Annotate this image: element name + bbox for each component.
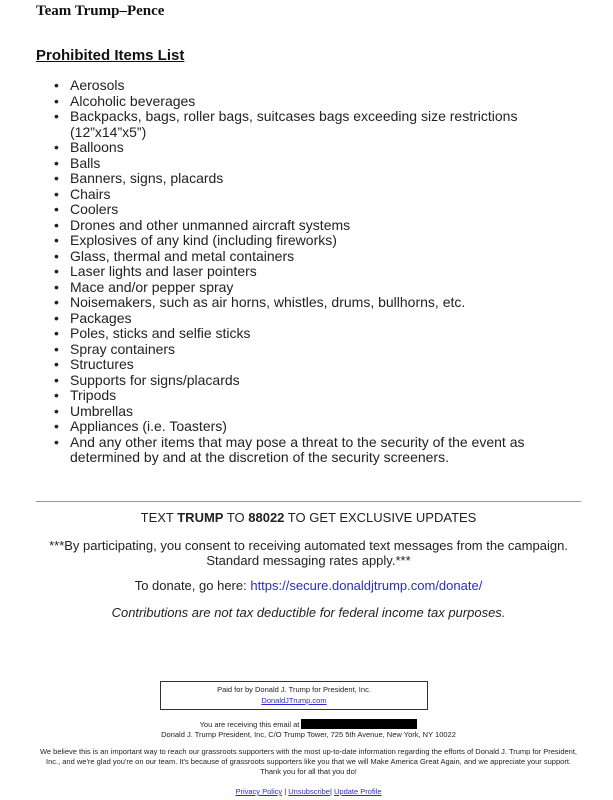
mailing-address: Donald J. Trump President, Inc, C/O Trump Tower, 725 5th Avenue, New York, NY 10022 bbox=[161, 730, 456, 739]
list-item: • Poles, sticks and selfie sticks bbox=[70, 326, 560, 342]
list-item: • Balloons bbox=[70, 140, 560, 156]
list-item: • Spray containers bbox=[70, 342, 560, 358]
cta-suffix: TO GET EXCLUSIVE UPDATES bbox=[284, 510, 477, 525]
list-item: • Umbrellas bbox=[70, 404, 560, 420]
section-divider bbox=[36, 501, 581, 502]
list-item: • Glass, thermal and metal containers bbox=[70, 249, 560, 265]
sms-disclaimer bbox=[36, 538, 581, 568]
privacy-policy-link[interactable]: Privacy Policy bbox=[235, 787, 283, 796]
paid-for-box bbox=[160, 681, 428, 710]
donate-link[interactable]: https://secure.donaldjtrump.com/donate/ bbox=[250, 578, 483, 593]
disclaimer-line: ***By participating, you consent to receiving automated text messages from the campaign. bbox=[49, 538, 568, 553]
cta-shortcode: 88022 bbox=[248, 510, 285, 525]
sender-name: Team Trump–Pence bbox=[36, 3, 165, 19]
list-item: • Backpacks, bags, roller bags, suitcases bags exceeding size restrictions (12”x14”x5”) bbox=[70, 109, 560, 140]
list-item: • Balls bbox=[70, 156, 560, 172]
donate-label: To donate, go here: bbox=[134, 578, 251, 593]
cta-prefix: TEXT bbox=[140, 510, 178, 525]
supporter-message: We believe this is an important way to reach our grassroots supporters with the most up-to-date information regarding the efforts of Donald J. Trump for President, Inc., and we're glad you're on our team. It's because of grassroots supporters like you that we will Make America Great Again, and we appreciate your support. Thank you for all that you do! bbox=[39, 747, 578, 776]
list-item: • Appliances (i.e. Toasters) bbox=[70, 419, 560, 435]
list-item: • Explosives of any kind (including fireworks) bbox=[70, 233, 560, 249]
disclaimer-line: Standard messaging rates apply.*** bbox=[206, 553, 411, 568]
list-item: • Aerosols bbox=[70, 78, 560, 94]
list-item: • Noisemakers, such as air horns, whistles, drums, bullhorns, etc. bbox=[70, 295, 560, 311]
list-item: • Banners, signs, placards bbox=[70, 171, 560, 187]
tax-notice: Contributions are not tax deductible for federal income tax purposes. bbox=[111, 605, 506, 620]
list-item: • Supports for signs/placards bbox=[70, 373, 560, 389]
list-item: • Mace and/or pepper spray bbox=[70, 280, 560, 296]
redacted-email-address bbox=[301, 719, 417, 729]
list-item: • And any other items that may pose a threat to the security of the event as determined by and at the discretion of the security screeners. bbox=[70, 435, 560, 466]
footer-links bbox=[36, 787, 581, 796]
list-item: • Packages bbox=[70, 311, 560, 327]
donate-line bbox=[36, 578, 581, 593]
receiving-text: You are receiving this email at bbox=[199, 720, 300, 729]
list-item: • Chairs bbox=[70, 187, 560, 203]
list-item: • Coolers bbox=[70, 202, 560, 218]
list-item: • Structures bbox=[70, 357, 560, 373]
footer-separator: | bbox=[282, 787, 289, 796]
cta-keyword: TRUMP bbox=[177, 510, 224, 525]
list-item: • Laser lights and laser pointers bbox=[70, 264, 560, 280]
list-item: • Alcoholic beverages bbox=[70, 94, 560, 110]
update-profile-link[interactable]: Update Profile bbox=[334, 787, 382, 796]
list-item: • Tripods bbox=[70, 388, 560, 404]
footer-separator: | bbox=[329, 787, 334, 796]
cta-middle: TO bbox=[223, 510, 249, 525]
paid-for-text: Paid for by Donald J. Trump for President, Inc. bbox=[217, 685, 371, 694]
website-link[interactable]: DonaldJTrump.com bbox=[261, 696, 327, 705]
text-signup-cta bbox=[36, 510, 581, 525]
unsubscribe-link[interactable]: Unsubscribe bbox=[288, 787, 330, 796]
prohibited-items-heading: Prohibited Items List bbox=[36, 47, 185, 64]
prohibited-items-list bbox=[70, 78, 560, 466]
list-item: • Drones and other unmanned aircraft systems bbox=[70, 218, 560, 234]
recipient-notice bbox=[36, 719, 581, 740]
